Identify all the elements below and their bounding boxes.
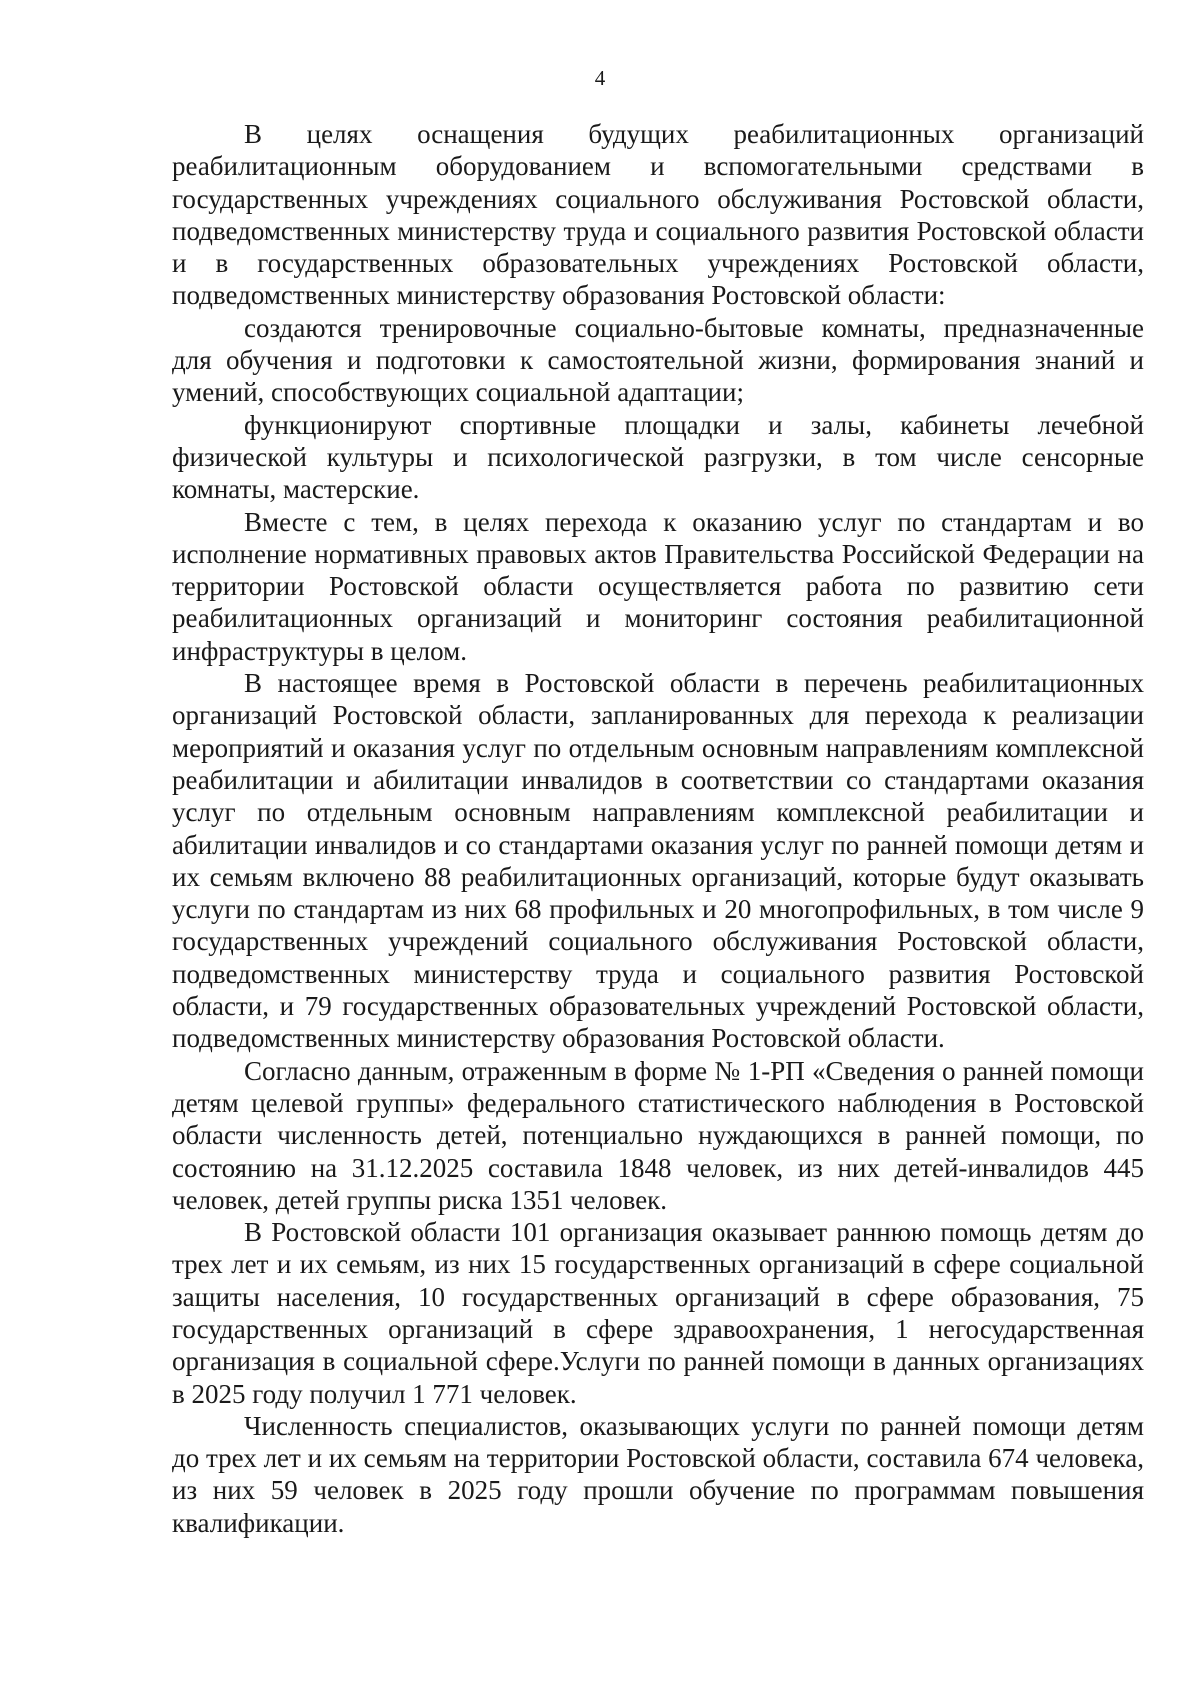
paragraph-network-development: Вместе с тем, в целях перехода к оказанию услуг по стандартам и во исполнение нормативных правовых актов Правительства Российской Федерации на территории Ростовской области осуществляется работа по развитию сети реабилитационных организаций и мониторинг состояния реабилитационной инфраструктуры в целом. — [172, 506, 1144, 666]
paragraph-training-rooms: создаются тренировочные социально-бытовые комнаты, предназначенные для обучения и подготовки к самостоятельной жизни, формирования знаний и умений, способствующих социальной адаптации; — [172, 312, 1144, 408]
paragraph-specialists: Численность специалистов, оказывающих услуги по ранней помощи детям до трех лет и их семьям на территории Ростовской области, составила 674 человека, из них 59 человек в 2025 году прошли обучение по программам повышения квалификации. — [172, 1410, 1144, 1538]
paragraph-early-help-organizations: В Ростовской области 101 организация оказывает раннюю помощь детям до трех лет и их семьям, из них 15 государственных организаций в сфере социальной защиты населения, 10 государственных организаций в сфере образования, 75 государственных организаций в сфере здравоохранения, 1 негосударственная организация в социальной сфере.Услуги по ранней помощи в данных организациях в 2025 году получил 1 771 человек. — [172, 1217, 1144, 1409]
paragraph-rehabilitation-organizations: В настоящее время в Ростовской области в перечень реабилитационных организаций Ростовской области, запланированных для перехода к реализации мероприятий и оказания услуг по отдельным основным направлениям комплексной реабилитации и абилитации инвалидов в соответствии со стандартами оказания услуг по отдельным основным направлениям комплексной реабилитации и абилитации инвалидов и со стандартами оказания услуг по ранней помощи детям и их семьям включено 88 реабилитационных организаций, которые будут оказывать услуги по стандартам из них 68 профильных и 20 многопрофильных, в том числе 9 государственных учреждений социального обслуживания Ростовской области, подведомственных министерству труда и социального развития Ростовской области, и 79 государственных образовательных учреждений Ростовской области, подведомственных министерству образования Ростовской области. — [172, 668, 1144, 1054]
document-body — [172, 118, 1144, 1539]
paragraph-statistics: Согласно данным, отраженным в форме № 1-РП «Сведения о ранней помощи детям целевой группы» федерального статистического наблюдения в Ростовской области численность детей, потенциально нуждающихся в ранней помощи, по состоянию на 31.12.2025 составила 1848 человек, из них детей-инвалидов 445 человек, детей группы риска 1351 человек. — [172, 1055, 1144, 1215]
paragraph-equipment-purpose: В целях оснащения будущих реабилитационных организаций реабилитационным оборудованием и вспомогательными средствами в государственных учреждениях социального обслуживания Ростовской области, подведомственных министерству труда и социального развития Ростовской области и в государственных образовательных учреждениях Ростовской области, подведомственных министерству образования Ростовской области: — [172, 119, 1144, 311]
paragraph-sports-facilities: функционируют спортивные площадки и залы, кабинеты лечебной физической культуры и психологической разгрузки, в том числе сенсорные комнаты, мастерские. — [172, 409, 1144, 505]
page-number: 4 — [594, 66, 606, 90]
